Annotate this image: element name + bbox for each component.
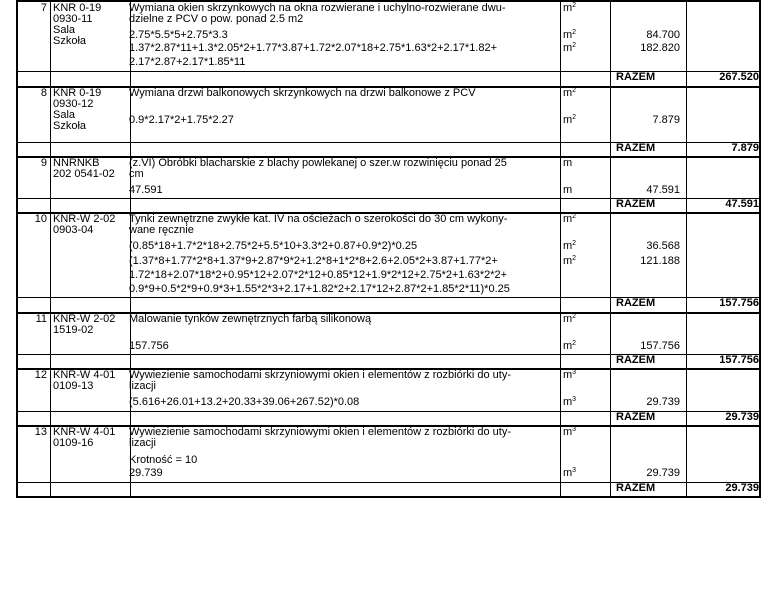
- item-11-calculation: 157.756: [129, 340, 169, 352]
- item-9-code: NNRNKB: [53, 157, 100, 169]
- unit-exponent: 2: [572, 240, 577, 247]
- item-7-value: 182.820: [640, 42, 680, 54]
- item-11-value: 157.756: [640, 340, 680, 352]
- unit-exponent: 2: [572, 2, 577, 9]
- item-10-calculation: 1.72*18+2.07*18*2+0.95*12+2.07*2*12+0.85*12+1.9*2*12+2.75*2+1.63*2*2+: [129, 269, 508, 281]
- item-7-calculation: 1.37*2.87*11+1.3*2.05*2+1.77*3.87+1.72*2.07*18+2.75*1.63*2+2.17*1.82+: [129, 42, 498, 54]
- unit-exponent: 3: [572, 396, 577, 403]
- item-10-value: 121.188: [640, 255, 680, 267]
- item-10-unit: [563, 214, 576, 225]
- unit-exponent: 2: [572, 29, 577, 36]
- item-11-description: Malowanie tynków zewnętrznych farbą silikonową: [129, 313, 372, 325]
- item-11-code: 1519-02: [53, 324, 94, 336]
- item-12-code: 0109-13: [53, 380, 94, 392]
- item-13-code: 0109-16: [53, 437, 94, 449]
- item-11-razem-label: RAZEM: [616, 354, 656, 366]
- item-10-calculation: (0.85*18+1.7*2*18+2.75*2+5.5*10+3.3*2+0.87+0.9*2)*0.25: [129, 240, 418, 252]
- unit-symbol: m: [563, 396, 573, 408]
- item-8-location-label: Szkoła: [53, 120, 87, 132]
- item-13-code: KNR-W 4-01: [53, 426, 116, 438]
- unit-symbol: m: [563, 340, 573, 352]
- item-9-unit: [563, 158, 572, 169]
- item-12-description: Wywiezienie samochodami skrzyniowymi okien i elementów z rozbiórki do uty-: [129, 369, 511, 381]
- item-10-calculation: 0.9*9+0.5*2*9+0.9*3+1.55*2*3+2.17+1.82*2+2.17*12+2.87*2+1.85*2*11)*0.25: [129, 283, 510, 295]
- item-8-value: 7.879: [652, 114, 680, 126]
- unit-symbol: m: [563, 240, 573, 252]
- item-12-razem-value: 29.739: [725, 411, 759, 423]
- unit-symbol: m: [563, 313, 573, 325]
- unit-symbol: m: [563, 87, 573, 99]
- unit-exponent: 2: [572, 313, 577, 320]
- unit-exponent: 2: [572, 87, 577, 94]
- unit-exponent: 2: [572, 340, 577, 347]
- item-7-code: KNR 0-19: [53, 2, 102, 14]
- item-9-calculation: 47.591: [129, 184, 163, 196]
- item-12-number: 12: [34, 369, 47, 381]
- item-13-description: Wywiezienie samochodami skrzyniowymi okien i elementów z rozbiórki do uty-: [129, 426, 511, 438]
- item-8-number: 8: [40, 87, 47, 99]
- unit-exponent: 2: [572, 42, 577, 49]
- item-7-unit: [563, 3, 576, 14]
- item-9-value: 47.591: [646, 184, 680, 196]
- item-9-razem-label: RAZEM: [616, 198, 656, 210]
- unit-symbol: m: [563, 426, 573, 438]
- item-7-value: 84.700: [646, 29, 680, 41]
- item-7-number: 7: [40, 2, 47, 14]
- item-13-razem-value: 29.739: [725, 482, 759, 494]
- item-13-value: 29.739: [646, 467, 680, 479]
- item-8-calculation: 0.9*2.17*2+1.75*2.27: [129, 114, 234, 126]
- item-12-value: 29.739: [646, 396, 680, 408]
- item-8-unit: [563, 88, 576, 99]
- unit-exponent: 3: [572, 426, 577, 433]
- item-9-description: cm: [129, 168, 144, 180]
- item-8-description: Wymiana drzwi balkonowych skrzynkowych na drzwi balkonowe z PCV: [129, 87, 476, 99]
- item-11-number: 11: [35, 313, 47, 325]
- item-12-code: KNR-W 4-01: [53, 369, 116, 381]
- unit-exponent: 2: [572, 114, 577, 121]
- item-7-calculation: 2.17*2.87+2.17*1.85*11: [129, 56, 246, 68]
- item-12-calculation: (5.616+26.01+13.2+20.33+39.06+267.52)*0.08: [129, 396, 360, 408]
- item-10-razem-value: 157.756: [719, 297, 759, 309]
- item-13-razem-label: RAZEM: [616, 482, 656, 494]
- item-7-description: Wymiana okien skrzynkowych na okna rozwierane i uchylno-rozwierane dwu-: [129, 2, 506, 14]
- cost-estimate-table: [16, 0, 761, 498]
- item-10-razem-label: RAZEM: [616, 297, 656, 309]
- item-10-value: 36.568: [646, 240, 680, 252]
- item-11-unit: [563, 314, 576, 325]
- item-7-description: dzielne z PCV o pow. ponad 2.5 m2: [129, 13, 304, 25]
- item-13-description: lizacji: [129, 437, 156, 449]
- item-8-code: 0930-12: [53, 98, 94, 110]
- item-9-description: (z.VI) Obróbki blacharskie z blachy powlekanej o szer.w rozwinięciu ponad 25: [129, 157, 507, 169]
- item-10-description: Tynki zewnętrzne zwykłe kat. IV na ościeżach o szerokości do 30 cm wykony-: [129, 213, 508, 225]
- item-13-unit: [563, 427, 576, 438]
- unit-symbol: m: [563, 42, 573, 54]
- unit-symbol: m: [563, 255, 573, 267]
- unit-symbol: m: [563, 467, 573, 479]
- unit-exponent: 3: [572, 467, 577, 474]
- unit-symbol: m: [563, 2, 573, 14]
- unit-symbol: m: [563, 114, 573, 126]
- item-12-razem-label: RAZEM: [616, 411, 656, 423]
- item-13-number: 13: [34, 426, 47, 438]
- item-13-multiplier: Krotność = 10: [129, 454, 198, 466]
- item-7-razem-value: 267.520: [719, 71, 759, 83]
- item-9-code: 202 0541-02: [53, 168, 115, 180]
- item-8-razem-label: RAZEM: [616, 142, 656, 154]
- item-8-location-label: Sala: [53, 109, 76, 121]
- item-10-calculation: (1.37*8+1.77*2*8+1.37*9+2.87*9*2+1.2*8+1*2*8+2.6+2.05*2+3.87+1.77*2+: [129, 255, 498, 267]
- item-10-number: 10: [34, 213, 47, 225]
- unit-symbol: m: [563, 157, 573, 169]
- item-7-location-label: Sala: [53, 24, 76, 36]
- item-7-code: 0930-11: [53, 13, 93, 25]
- item-10-code: 0903-04: [53, 224, 94, 236]
- item-10-code: KNR-W 2-02: [53, 213, 116, 225]
- item-12-description: lizacji: [129, 380, 156, 392]
- item-7-razem-label: RAZEM: [616, 71, 656, 83]
- item-11-code: KNR-W 2-02: [53, 313, 116, 325]
- unit-exponent: 3: [572, 369, 577, 376]
- item-8-razem-value: 7.879: [731, 142, 759, 154]
- unit-symbol: m: [563, 184, 573, 196]
- item-9-number: 9: [40, 157, 47, 169]
- item-11-razem-value: 157.756: [719, 354, 759, 366]
- item-7-calculation: 2.75*5.5*5+2.75*3.3: [129, 29, 228, 41]
- unit-symbol: m: [563, 213, 573, 225]
- unit-exponent: 2: [572, 213, 577, 220]
- item-13-calculation: 29.739: [129, 467, 163, 479]
- item-8-code: KNR 0-19: [53, 87, 102, 99]
- unit-symbol: m: [563, 369, 573, 381]
- item-7-location-label: Szkoła: [53, 35, 87, 47]
- unit-exponent: 2: [572, 255, 577, 262]
- item-12-unit: [563, 370, 576, 381]
- unit-symbol: m: [563, 29, 573, 41]
- item-9-razem-value: 47.591: [725, 198, 759, 210]
- item-10-description: wane ręcznie: [129, 224, 194, 236]
